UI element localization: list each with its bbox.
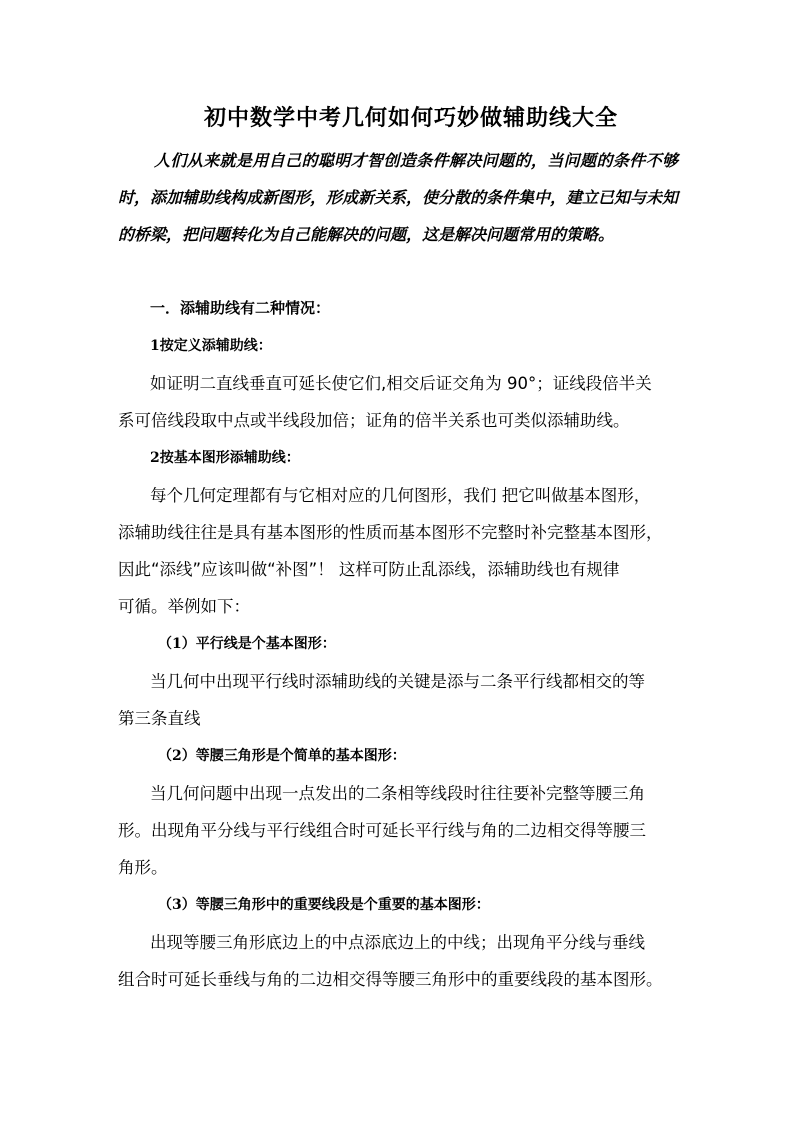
item2-heading: 2按基本图形添辅助线： [150, 450, 300, 466]
sub3-line-2: 组合时可延长垂线与角的二边相交得等腰三角形中的重要线段的基本图形。 [118, 970, 663, 989]
sub2-line-1: 当几何问题中出现一点发出的二条相等线段时往往要补完整等腰三角 [150, 784, 645, 803]
sub2-heading: （2）等腰三角形是个简单的基本图形： [158, 748, 406, 764]
item2-line-4: 可循。举例如下： [118, 597, 250, 616]
sub1-heading: （1）平行线是个基本图形： [158, 636, 336, 652]
item1-heading: 1按定义添辅助线： [150, 338, 272, 354]
item2-line-1: 每个几何定理都有与它相对应的几何图形，我们 把它叫做基本图形， [150, 486, 651, 505]
sub1-line-1: 当几何中出现平行线时添辅助线的关键是添与二条平行线都相交的等 [150, 672, 645, 691]
document-title: 初中数学中考几何如何巧妙做辅助线大全 [203, 105, 618, 131]
sub3-line-1: 出现等腰三角形底边上的中点添底边上的中线；出现角平分线与垂线 [150, 933, 645, 952]
sub1-line-2: 第三条直线 [118, 709, 201, 728]
item1-line-1: 如证明二直线垂直可延长使它们,相交后证交角为 90°；证线段倍半关 [150, 374, 652, 393]
sub2-line-3: 角形。 [118, 858, 168, 877]
sub2-line-2: 形。出现角平分线与平行线组合时可延长平行线与角的二边相交得等腰三 [118, 821, 646, 840]
item2-line-3: 因此“添线”应该叫做“补图”！ 这样可防止乱添线，添辅助线也有规律 [118, 560, 620, 579]
sub3-heading: （3）等腰三角形中的重要线段是个重要的基本图形： [158, 897, 490, 913]
section-heading-1: 一．添辅助线有二种情况： [150, 299, 331, 317]
item2-line-2: 添辅助线往往是具有基本图形的性质而基本图形不完整时补完整基本图形， [118, 523, 663, 542]
intro-paragraph: 人们从来就是用自己的聪明才智创造条件解决问题的，当问题的条件不够时，添加辅助线构成新图形，形成新关系，使分散的条件集中，建立已知与未知的桥梁，把问题转化为自己能解决的问题，这是解决问题常用的策略。 [118, 151, 679, 244]
item1-line-2: 系可倍线段取中点或半线段加倍；证角的倍半关系也可类似添辅助线。 [118, 411, 630, 430]
